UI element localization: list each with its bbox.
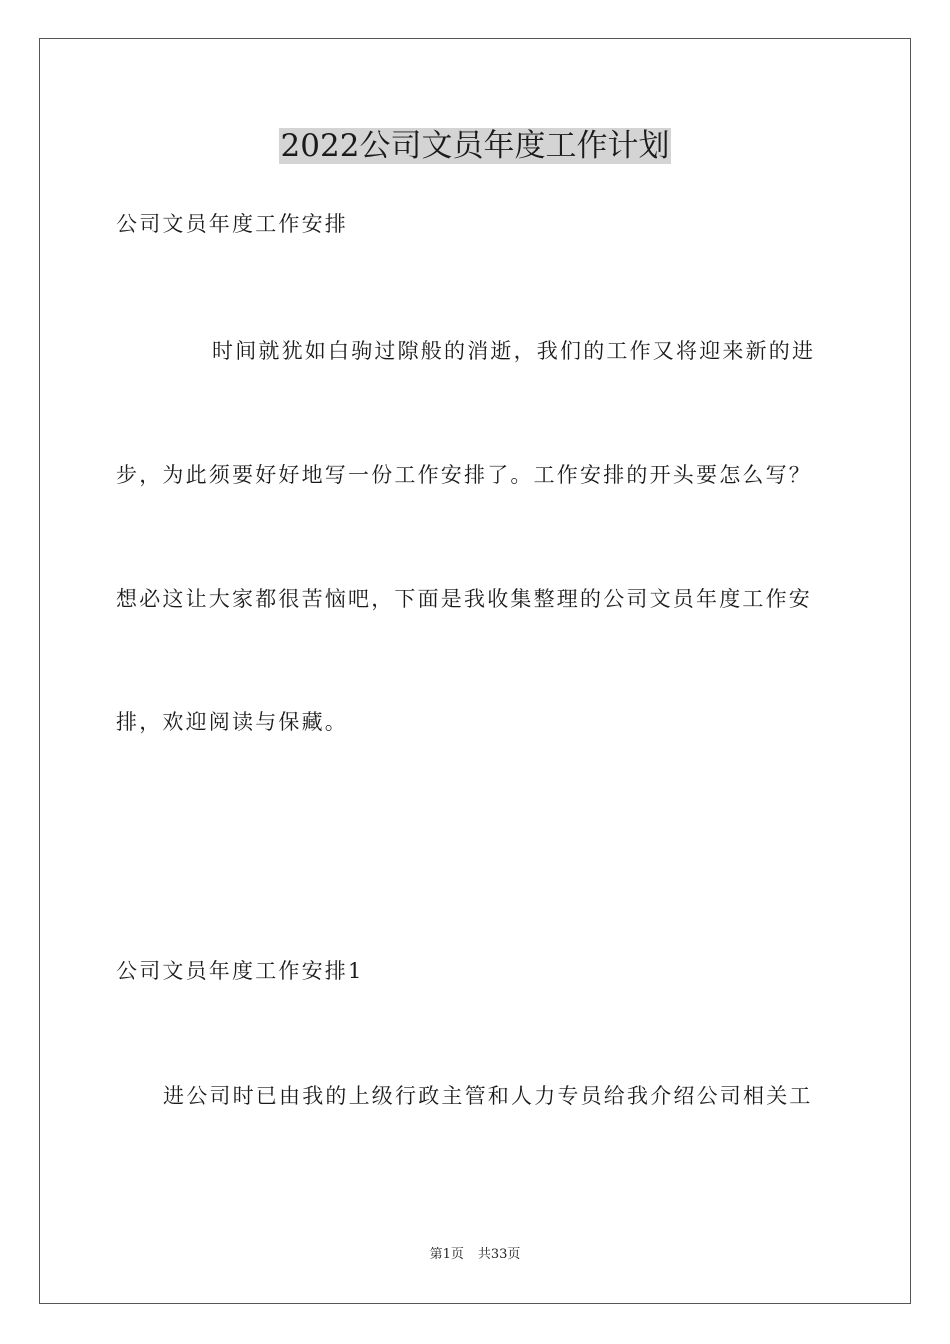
- page-footer: [0, 1246, 950, 1264]
- intro-line-3: 想必这让大家都很苦恼吧，下面是我收集整理的公司文员年度工作安: [116, 587, 812, 611]
- document-title-text: 2022公司文员年度工作计划: [280, 128, 670, 164]
- section-heading: 公司文员年度工作安排1: [116, 959, 364, 983]
- page-number-total: 共33页: [477, 1247, 521, 1262]
- document-subtitle: 公司文员年度工作安排: [116, 212, 348, 236]
- intro-line-2: 步，为此须要好好地写一份工作安排了。工作安排的开头要怎么写？: [116, 463, 812, 487]
- page-number-current: 第1页: [429, 1247, 464, 1262]
- document-title: [0, 124, 950, 168]
- intro-line-1: 时间就犹如白驹过隙般的消逝，我们的工作又将迎来新的进: [212, 339, 816, 363]
- intro-line-4: 排，欢迎阅读与保藏。: [116, 710, 348, 734]
- section-line-1: 进公司时已由我的上级行政主管和人力专员给我介绍公司相关工: [163, 1084, 813, 1108]
